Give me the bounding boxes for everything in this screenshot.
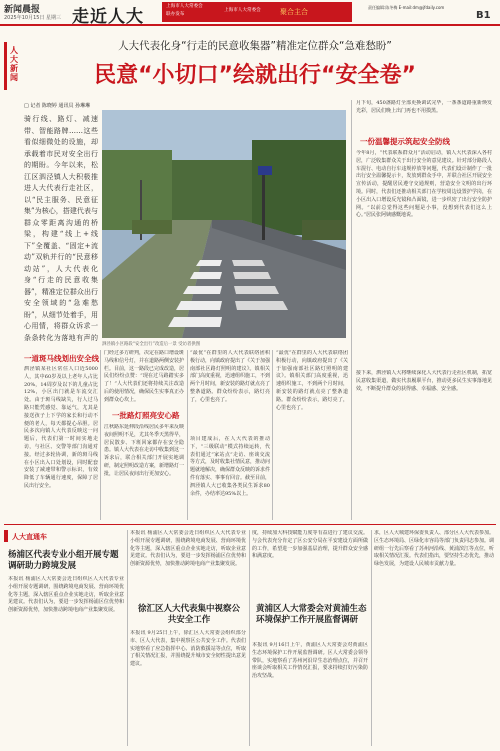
col4b-text: 求，区人大城建环保委负责人、部分区人大代表参加。区生态环境局、区绿化市容局等部门负责同志参加。调研组一行先后察看了苏州河沿线、黄浦滨江等点位，听取相关情况汇报。代表们指出，要坚持生态优先，推动绿色发展，为建设人民城市贡献力量。: [374, 530, 494, 568]
section-divider: [4, 524, 496, 525]
banner-line1: 上海市人大常委会: [166, 4, 203, 9]
column-rule: [249, 530, 250, 746]
column-rule: [371, 530, 372, 746]
paper-name: 新闻晨报: [4, 5, 41, 15]
col4-body: 今年8月，“代表联系群众月”活动启动，镇人大代表深入各村居，广泛收集群众关于出行安全的意见建议。针对部分路段人车混行、电动自行车违规停放等问题，代表们设计制作了一批出行安全温馨提示卡，发放到群众手中，并联合社区开展安全宣传活动，提醒居民遵守交通规则，营造安全文明的出行环境。同时，代表们还推动相关部门在学校周边设置护学岗，在小区出入口增设反光镜和凸面镜，进一步织密了出行安全防护网。“以前总觉得这些问题是小事，没想到代表们这么上心。”居民张阿姨感慨地说。: [356, 150, 492, 219]
column-rule: [127, 530, 128, 746]
editor-line: 责任编辑:陈冬梅 E-mail:dm@jfdaily.com: [368, 5, 445, 10]
story3-headline: 黄浦区人大常委会对黄浦生态环境保护工作开展监督调研: [256, 604, 367, 625]
story1-body: 本报讯 杨浦区人大常委会近日组织区人大代表专业小组开展专题调研，围绕跨境电商发展、营商环境优化等主题，深入辖区重点企业实地走访，听取企业意见建议。代表们认为，要进一步发挥杨浦区位优势和创新资源优势，加快推动跨境电商产业集聚发展。: [8, 576, 124, 614]
lead-paragraph: 骑行线、路灯、减速带、智能路牌……这些看似细微处的设施，却承载着市民对安全出行的期盼。今年以来，松江区泗泾镇人大积极推进人大代表行走社区，以“民主服务、民意征集”为核心，搭建代表与群众零距离沟通的桥梁，构建“线上+线下”全覆盖、“固定+流动”双轨并行的“民意移动站”，人大代表化身“行走的民意收集器”，精准定位群众出行安全领域的“急难愁盼”，从细节处着手，用心用情，将群众诉求一条条转化为落地有声的: [24, 115, 98, 342]
section-title: 走近人大: [72, 7, 144, 27]
kicker: 人大代表化身“行走的民意收集器”精准定位群众“急难愁盼”: [118, 40, 392, 52]
column-rule: [272, 350, 273, 520]
story2-headline: 徐汇区人大代表集中视察公共安全工作: [137, 604, 240, 625]
masthead: [0, 0, 500, 26]
col4-intro: 月下旬，450盏路灯全部更换调试完毕，一条条道路重新焕发光彩，居民们晚上出门再也不用摸黑。: [356, 100, 492, 114]
headline: 民意“小切口”绘就出行“安全卷”: [94, 63, 416, 88]
subhead-2: 一批路灯照亮安心路: [112, 411, 180, 420]
side-label-bar: [4, 42, 7, 90]
story3-body: 本报讯 9月16日上午，黄浦区人大常委会对黄浦区生态环境保护工作开展监督调研。区人大常委会领导带队，实地察看了苏州河沿岸生态治理点位，并召开座谈会听取相关工作情况汇报，要求持续打好污染防治攻坚战。: [252, 642, 368, 680]
column-rule: [187, 350, 188, 520]
subhead-1: 一道斑马线划出安全线: [24, 354, 99, 363]
side-label: 人大新闻: [10, 46, 18, 82]
col2-text: 门经过多方研判，决定在路口增设斑马线和信号灯，并在道路两侧安装护栏。目前，这一路段已完成改造，居民们纷纷点赞：“现在过马路踏实多了！”人大代表们还将持续关注改造后的使用情况，确保民生实事真正办到群众心坎上。: [104, 350, 184, 403]
banner: [162, 2, 352, 22]
story2-body: 本报讯 9月25日上午，徐汇区人大常委会组织部分市、区人大代表，集中视察区公共安全工作。代表们实地察看了应急指挥中心、消防救援站等点位，听取了相关情况汇报，并围绕提升城市安全韧性提出意见建议。: [130, 630, 246, 668]
banner-center: 上海市人大常委会: [224, 8, 261, 13]
col2-body: 江秋路东延伸段沿线居民多年来反映夜间照明不足，尤其冬季天黑得早，居民散步、下班回家都存在安全隐患。镇人大代表在走访中收集到这一诉求后，联合相关部门开展实地调研，制定照明改造方案，新增路灯一批，让居民夜间出行更加安心。: [104, 424, 184, 477]
issue-date: 2025年10月15日 星期三: [4, 15, 62, 21]
col1-body: 泗泾镇某社区常住人口近5000人，其中60岁及以上老年人占比20%，14周岁及以下的儿童占比12%，小区出门就是车流交汇处。由于斑马线缺失，行人过马路只能凭感觉、靠运气，尤其是接送孩子上下学的家长和行动不便的老人，每天都提心吊胆。居民多次向镇人大代表反映这一问题后，代表们第一时间实地走访，与社区、交警等部门沟通对接。经过多轮协调，新的斑马线在小区出入口处划设，同时配套安装了减速带和警示标识，有效降低了车辆通行速度，保障了居民出行安全。: [24, 366, 98, 489]
section2-title: 人大直通车: [12, 533, 47, 541]
col3b-text: 度，持续加大科技赋能力度等有益进行了建议交流。与会代表充分肯定了区公安分局在平安建设方面所做的工作，希望进一步加强基层治理，提升群众安全感和满意度。: [252, 530, 368, 560]
banner-line2: 联办发布: [166, 12, 185, 17]
col3b-continued: “最优”在群里的人大代表联络团积极行动，向镇政府提出了《关于加强南部社区路灯照明的建议》。镇相关部门高度重视，迅速组织施工，不到两个月时间，新安装的路灯就点亮了整条道路。群众纷纷表示，路灯亮了，心里也亮了。: [276, 350, 348, 411]
column-rule: [351, 100, 352, 520]
col3-text: “最优”在群里的人大代表联络团积极行动，向镇政府提出了《关于加强南部社区路灯照明的建议》。镇相关部门高度重视，迅速组织施工，不到两个月时间，新安装的路灯就点亮了整条道路。群众纷纷表示，路灯亮了，心里也亮了。: [190, 350, 270, 403]
road-scene-image: [102, 110, 346, 338]
banner-right: 聚合主合: [280, 8, 308, 16]
subhead-3: 一份温馨提示筑起安全防线: [360, 137, 450, 146]
column-rule: [100, 350, 101, 520]
byline: □ 记者 陈晓婷 通讯员 孙琳琳: [24, 103, 91, 109]
section-marker: [4, 530, 8, 542]
page-number: B1: [476, 10, 491, 21]
story1-continued: 本报讯 杨浦区人大常委会近日组织区人大代表专业小组开展专题调研，围绕跨境电商发展、营商环境优化等主题，深入辖区重点企业实地走访，听取企业意见建议。代表们认为，要进一步发挥杨浦区位优势和创新资源优势，加快推动跨境电商产业集聚发展。: [130, 530, 246, 568]
col4-body2: 接下来，泗泾镇人大将继续深化人大代表行走社区机制，拓宽民意收集渠道，做实代表履职平台，推动更多民生实事落地见效，不断提升群众的获得感、幸福感、安全感。: [356, 370, 492, 392]
street-photo: [102, 110, 346, 338]
photo-caption: 泗泾镇小区路段“安全出行”改造后一景 受访者供图: [102, 342, 201, 347]
story1-headline: 杨浦区代表专业小组开展专题调研助力跨境发展: [8, 550, 119, 571]
col3-text2: 项目建成后，在人大代表的推动下，“三级联动”模式持续运转，代表们通过“家站点”走访、座谈交流等方式，及时收集社情民意，推动问题就地解决，确保群众反映的诉求件件有落实、事事有回音。截至目前，泗泾镇人大已收集各类民生诉求80余件，办结率达95%以上。: [190, 436, 270, 497]
